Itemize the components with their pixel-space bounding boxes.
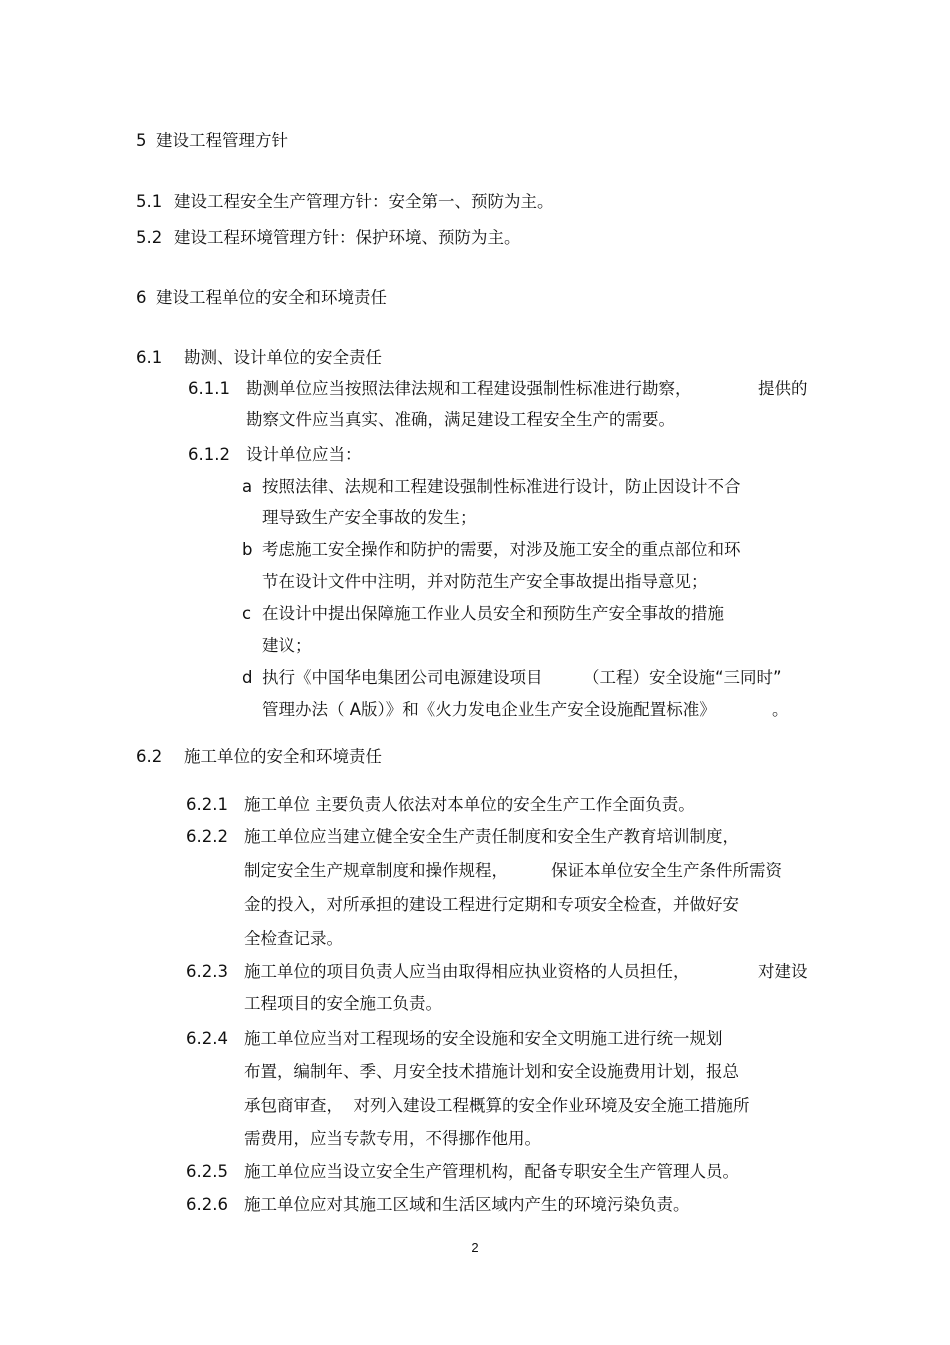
section-6-2-2-line3: 金的投入，对所承担的建设工程进行定期和专项安全检查，并做好安 — [244, 895, 739, 914]
item-d-letter: d — [242, 668, 253, 687]
item-d-line1b: （工程）安全设施“三同时” — [583, 668, 782, 687]
section-6-2-number: 6.2 — [136, 747, 163, 766]
section-6-2-3-line1a: 施工单位的项目负责人应当由取得相应执业资格的人员担任， — [244, 962, 690, 981]
item-a-letter: a — [242, 477, 253, 496]
section-5-1-number: 5.1 — [136, 192, 163, 211]
section-6-2-5-number: 6.2.5 — [186, 1162, 228, 1181]
item-d-line2a: 管理办法（ A版）》和《火力发电企业生产安全设施配置标准》 — [262, 700, 716, 719]
section-6-2-2-line2b: 保证本单位安全生产条件所需资 — [551, 861, 782, 880]
section-6-1-2-text: 设计单位应当： — [246, 445, 362, 464]
section-6-1-title: 勘测、设计单位的安全责任 — [184, 348, 382, 367]
item-c-line2: 建议； — [262, 636, 312, 655]
section-6-2-3-line1b: 对建设 — [758, 962, 808, 981]
section-6-2-5-text: 施工单位应当设立安全生产管理机构，配备专职安全生产管理人员。 — [244, 1162, 739, 1181]
section-6-2-1-text: 施工单位 主要负责人依法对本单位的安全生产工作全面负责。 — [244, 795, 695, 814]
section-5-number: 5 — [136, 131, 147, 150]
section-6-1-2-number: 6.1.2 — [188, 445, 230, 464]
item-a-line1: 按照法律、法规和工程建设强制性标准进行设计，防止因设计不合 — [262, 477, 741, 496]
item-b-line2: 节在设计文件中注明，并对防范生产安全事故提出指导意见； — [262, 572, 708, 591]
section-6-2-2-line2a: 制定安全生产规章制度和操作规程， — [244, 861, 508, 880]
section-6-title: 建设工程单位的安全和环境责任 — [156, 288, 387, 307]
section-6-2-1-number: 6.2.1 — [186, 795, 228, 814]
section-6-2-3-line2: 工程项目的安全施工负责。 — [244, 994, 442, 1013]
item-a-line2: 理导致生产安全事故的发生； — [262, 508, 477, 527]
section-6-1-1-line1a: 勘测单位应当按照法律法规和工程建设强制性标准进行勘察， — [246, 379, 692, 398]
section-5-title: 建设工程管理方针 — [156, 131, 288, 150]
section-6-2-4-number: 6.2.4 — [186, 1029, 228, 1048]
section-6-2-2-line1: 施工单位应当建立健全安全生产责任制度和安全生产教育培训制度， — [244, 827, 739, 846]
section-6-2-4-line1: 施工单位应当对工程现场的安全设施和安全文明施工进行统一规划 — [244, 1029, 723, 1048]
item-d-line2b: 。 — [772, 700, 789, 719]
section-6-2-2-number: 6.2.2 — [186, 827, 228, 846]
section-5-2-number: 5.2 — [136, 228, 163, 247]
section-6-2-6-number: 6.2.6 — [186, 1195, 228, 1214]
item-c-line1: 在设计中提出保障施工作业人员安全和预防生产安全事故的措施 — [262, 604, 724, 623]
section-6-2-4-line3: 承包商审查， 对列入建设工程概算的安全作业环境及安全施工措施所 — [244, 1096, 750, 1115]
section-6-1-1-number: 6.1.1 — [188, 379, 230, 398]
item-d-line1a: 执行《中国华电集团公司电源建设项目 — [262, 668, 543, 687]
item-b-letter: b — [242, 540, 253, 559]
section-6-1-1-line2: 勘察文件应当真实、准确，满足建设工程安全生产的需要。 — [246, 410, 675, 429]
section-6-2-6-text: 施工单位应对其施工区域和生活区域内产生的环境污染负责。 — [244, 1195, 690, 1214]
section-6-number: 6 — [136, 288, 147, 307]
section-6-1-1-line1b: 提供的 — [758, 379, 808, 398]
section-6-2-4-line2: 布置，编制年、季、月安全技术措施计划和安全设施费用计划，报总 — [244, 1062, 739, 1081]
section-6-2-4-line4: 需费用，应当专款专用，不得挪作他用。 — [244, 1129, 541, 1148]
page-number: 2 — [471, 1240, 479, 1255]
section-6-2-3-number: 6.2.3 — [186, 962, 228, 981]
section-5-1-text: 建设工程安全生产管理方针：安全第一、预防为主。 — [174, 192, 554, 211]
section-6-2-2-line4: 全检查记录。 — [244, 929, 343, 948]
item-b-line1: 考虑施工安全操作和防护的需要，对涉及施工安全的重点部位和环 — [262, 540, 741, 559]
section-6-1-number: 6.1 — [136, 348, 163, 367]
item-c-letter: c — [242, 604, 252, 623]
section-6-2-title: 施工单位的安全和环境责任 — [184, 747, 382, 766]
section-5-2-text: 建设工程环境管理方针：保护环境、预防为主。 — [174, 228, 521, 247]
